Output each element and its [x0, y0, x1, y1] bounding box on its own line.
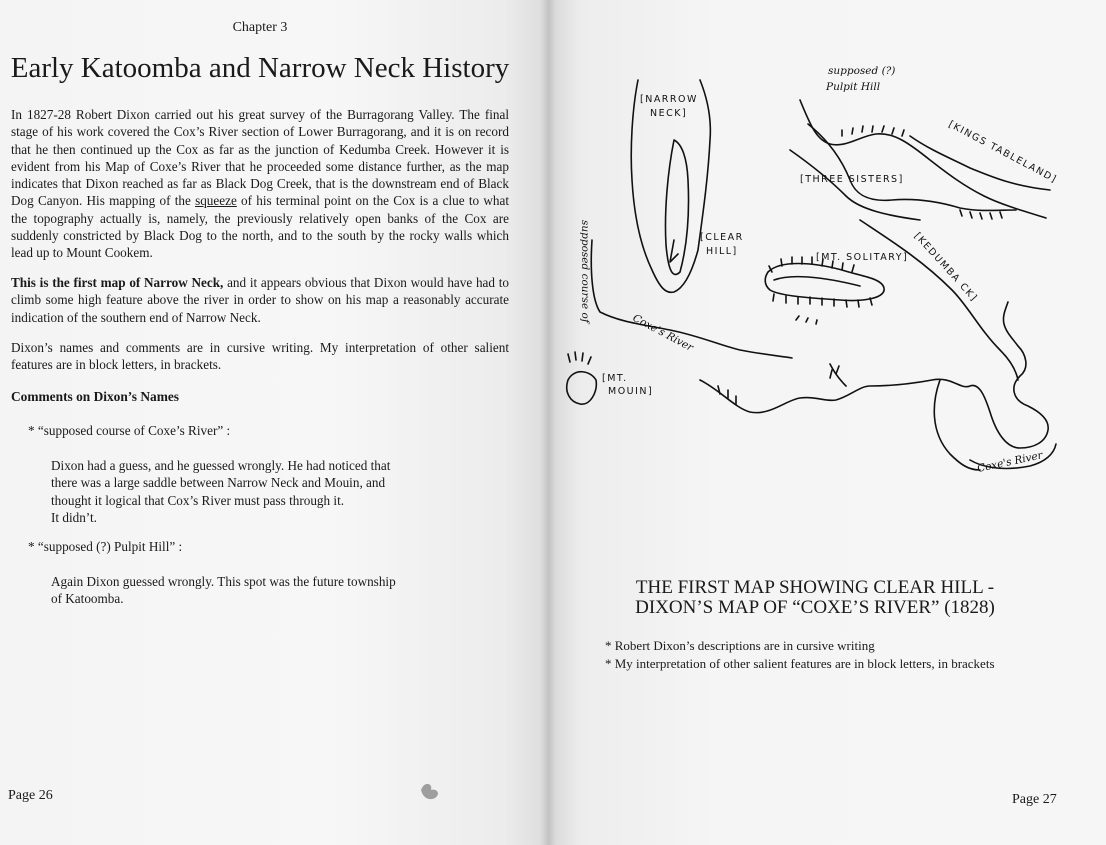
- book-gutter: [540, 0, 556, 845]
- map-label-supposed-course: supposed course of: [579, 220, 591, 323]
- kedumba-creek: [860, 220, 1018, 380]
- map-label-clear-hill: [CLEAR: [700, 232, 744, 243]
- ink-smudge: [415, 776, 445, 802]
- first-map-emphasis: This is the first map of Narrow Neck,: [11, 275, 224, 290]
- dixon-map: [560, 40, 1070, 500]
- mt-solitary-outline: [765, 264, 884, 301]
- paragraph-notation: Dixon’s names and comments are in cursive writing. My interpretation of other salient features are in block letters, in brackets.: [11, 340, 509, 373]
- paragraph-first-map: [11, 274, 509, 326]
- map-label-mt-mouin: MOUIN]: [608, 386, 654, 397]
- paragraph-survey-text-b: of his terminal point on the Cox is a clue to what the topography actually is, namely, the previously relatively open banks of the Cox are suddenly constricted by Black Dog to the north, and to the south by the rocky walls which lead up to Mount Cookem.: [11, 193, 509, 261]
- paragraph-survey: [11, 106, 509, 262]
- map-label-three-sisters: [THREE SISTERS]: [800, 174, 904, 185]
- mt-mouin-outline: [567, 372, 597, 404]
- map-label-supposed: supposed (?): [828, 65, 896, 77]
- map-label-coxes-river-lower: Coxe's River: [976, 449, 1044, 475]
- map-label-narrow-neck: [NARROW: [640, 94, 698, 105]
- comment-line: Again Dixon guessed wrongly. This spot was the future township: [51, 574, 396, 589]
- page-title: Early Katoomba and Narrow Neck History: [10, 52, 510, 84]
- comment-line: Dixon had a guess, and he guessed wrongly. He had noticed that: [51, 458, 391, 473]
- supposed-course-line: [591, 240, 792, 358]
- map-caption-line-2: DIXON’S MAP OF “COXE’S RIVER” (1828): [635, 597, 995, 618]
- map-label-mt-mouin: [MT.: [602, 373, 628, 384]
- comment-line: It didn’t.: [51, 509, 97, 525]
- map-label-kings-tableland: [KINGS TABLELAND]: [946, 118, 1059, 186]
- legend-cursive: * Robert Dixon’s descriptions are in cursive writing: [605, 638, 875, 653]
- comment-line: there was a large saddle between Narrow Neck and Mouin, and: [51, 475, 386, 491]
- comment-item-pulpit-text: [51, 573, 431, 608]
- comment-item-course-text: [51, 457, 431, 526]
- map-label-coxes-river-upper: Coxe's River: [630, 312, 695, 354]
- page-number-left: Page 26: [8, 788, 53, 803]
- comment-item-pulpit-label: * “supposed (?) Pulpit Hill” :: [28, 539, 183, 554]
- map-label-kedumba-ck: [KEDUMBA CK]: [911, 230, 980, 305]
- comment-item-course-label: * “supposed course of Coxe’s River” :: [28, 423, 231, 438]
- comments-heading: Comments on Dixon’s Names: [11, 389, 179, 404]
- first-map-text: and it appears obvious that Dixon would have had to climb some high feature above the river in order to show on his map a reasonably accurate indication of the southern end of Narrow Neck.: [11, 275, 509, 325]
- page-number-right: Page 27: [1012, 792, 1057, 807]
- comment-line: of Katoomba.: [51, 591, 124, 607]
- chapter-label: Chapter 3: [232, 20, 288, 35]
- map-label-narrow-neck: NECK]: [650, 108, 688, 119]
- underlined-squeeze: squeeze: [195, 193, 237, 209]
- paragraph-survey-text-a: In 1827-28 Robert Dixon carried out his great survey of the Burragorang Valley. The final stage of his work covered the Cox’s River section of Lower Burragorang, and it is on record that he then continued up the Cox as far as the junction of Kedumba Creek. However it is evident from his Map of Coxe’s River that he proceeded some distance further, as the map indicates that Dixon reached as far as Black Dog Creek, that is the downstream end of Black Dog Canyon. His mapping of the: [11, 107, 509, 209]
- legend-block-letters: * My interpretation of other salient features are in block letters, in brackets: [605, 656, 995, 671]
- map-label-mt-solitary: [MT. SOLITARY]: [816, 252, 909, 263]
- map-label-clear-hill: HILL]: [706, 246, 738, 257]
- comment-line: thought it logical that Cox’s River must pass through it.: [51, 492, 345, 508]
- coxes-river-lower: [700, 302, 1048, 448]
- map-label-pulpit-hill: Pulpit Hill: [826, 81, 881, 93]
- map-caption-line-1: THE FIRST MAP SHOWING CLEAR HILL -: [635, 577, 995, 598]
